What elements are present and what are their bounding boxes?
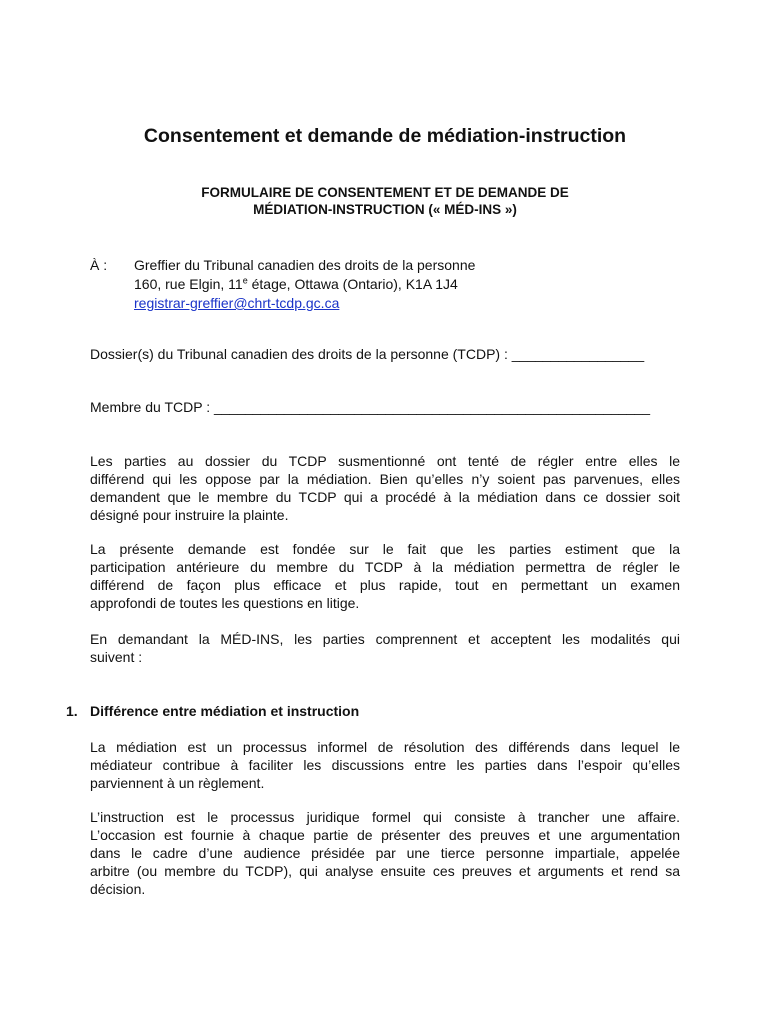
recipient-label: À :	[90, 257, 108, 273]
text-line: médiateur contribue à faciliter les discussions entre les parties dans l’espoir qu’elles	[90, 757, 680, 773]
text-line: demandent que le membre du TCDP qui a procédé à la médiation dans ce dossier soit	[90, 489, 680, 505]
member-field[interactable]: Membre du TCDP : ________________________________________________________	[90, 399, 650, 415]
subtitle-line: FORMULAIRE DE CONSENTEMENT ET DE DEMANDE DE	[201, 185, 569, 200]
instruction-paragraph	[90, 808, 680, 898]
section-heading	[66, 702, 359, 720]
text-line: décision.	[90, 881, 146, 897]
recipient-name: Greffier du Tribunal canadien des droits de la personne	[134, 257, 476, 273]
city-text: étage, Ottawa (Ontario), K1A 1J4	[247, 276, 458, 292]
text-line: L’occasion est fournie à chaque partie de présenter des preuves et une argumentation	[90, 827, 680, 843]
street-text: 160, rue Elgin, 11	[134, 276, 243, 292]
document-title: Consentement et demande de médiation-instruction	[143, 125, 627, 147]
text-line: désigné pour instruire la plainte.	[90, 507, 289, 523]
floor-superscript: e	[242, 275, 248, 286]
file-number-field[interactable]: Dossier(s) du Tribunal canadien des droits de la personne (TCDP) : _________________	[90, 346, 645, 362]
form-subtitle	[150, 184, 620, 218]
recipient-street	[134, 275, 475, 294]
text-line: Les parties au dossier du TCDP susmentionné ont tenté de régler entre elles le	[90, 453, 680, 469]
text-line: parviennent à un règlement.	[90, 775, 265, 791]
text-line: différend qui les oppose par la médiation. Bien qu’elles n’y soient pas parvenues, elles	[90, 471, 680, 487]
mediation-paragraph	[90, 738, 680, 792]
text-line: différend de façon plus efficace et plus rapide, tout en permettant un examen	[90, 577, 680, 593]
text-line: L’instruction est le processus juridique formel qui consiste à trancher une affaire.	[90, 809, 680, 825]
subtitle-line: MÉDIATION-INSTRUCTION (« MÉD-INS »)	[253, 202, 517, 217]
section-title: Différence entre médiation et instruction	[90, 703, 360, 719]
text-line: suivent :	[90, 649, 143, 665]
intro-paragraph	[90, 452, 680, 524]
basis-paragraph	[90, 540, 680, 612]
text-line: participation antérieure du membre du TCDP à la médiation permettra de régler le	[90, 559, 680, 575]
text-line: La médiation est un processus informel de résolution des différends dans lequel le	[90, 739, 680, 755]
text-line: La présente demande est fondée sur le fait que les parties estiment que la	[90, 541, 680, 557]
terms-paragraph	[90, 630, 680, 666]
recipient-address	[134, 256, 475, 313]
text-line: arbitre (ou membre du TCDP), qui analyse ensuite ces preuves et arguments et rend sa	[90, 863, 680, 879]
registrar-email-link[interactable]: registrar-greffier@chrt-tcdp.gc.ca	[134, 295, 340, 311]
text-line: approfondi de toutes les questions en litige.	[90, 595, 360, 611]
text-line: dans le cadre d’une audience présidée par une tierce personne impartiale, appelée	[90, 845, 680, 861]
text-line: En demandant la MÉD-INS, les parties comprennent et acceptent les modalités qui	[90, 631, 680, 647]
section-number: 1.	[66, 703, 78, 719]
